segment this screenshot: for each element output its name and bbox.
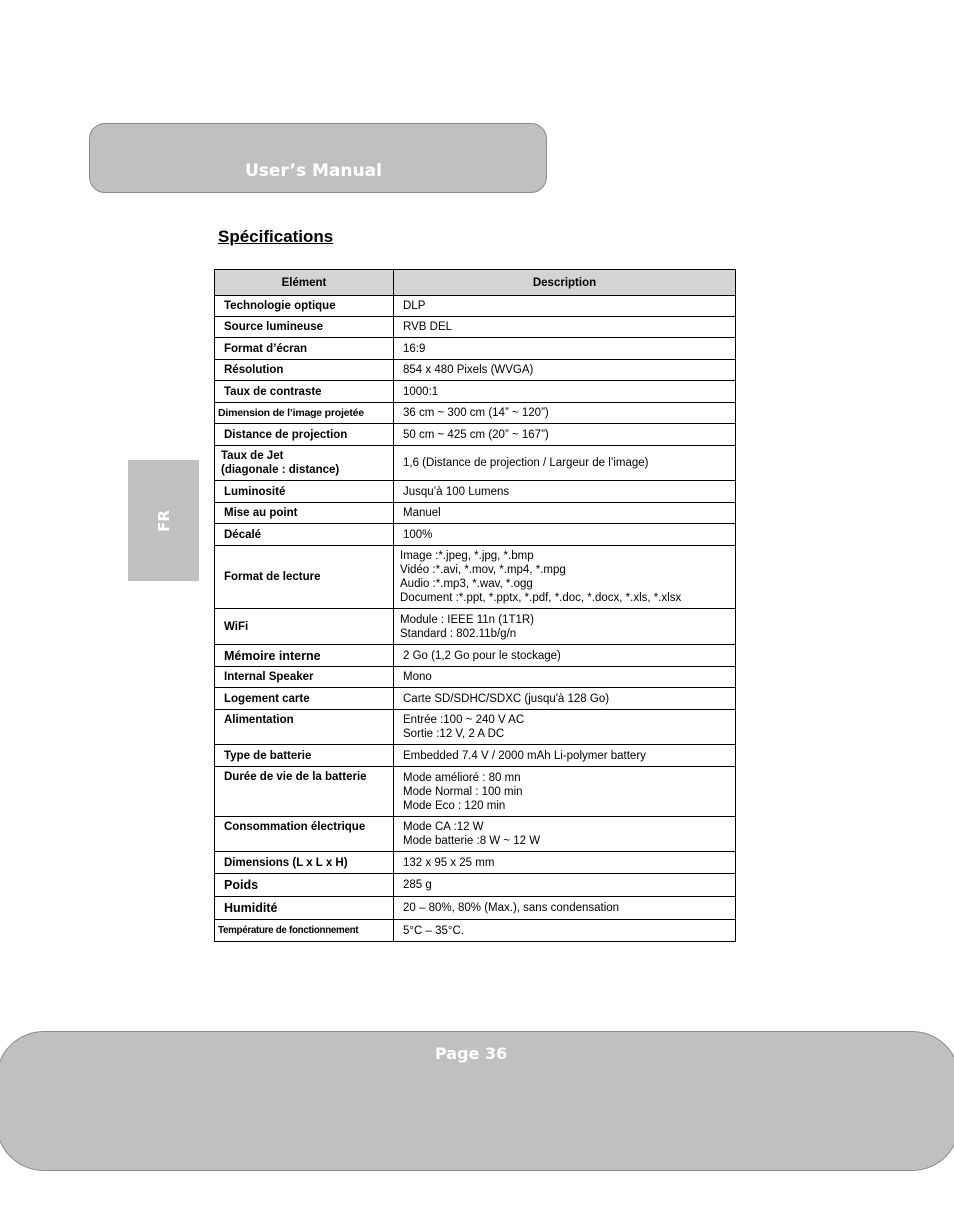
spec-description: 1,6 (Distance de projection / Largeur de l’image) [394,446,736,481]
spec-item: Mémoire interne [215,645,394,667]
table-row [215,546,736,609]
manual-title: User’s Manual [245,161,382,181]
table-row [215,338,736,360]
language-side-tab [128,460,199,581]
spec-item: Durée de vie de la batterie [215,767,394,817]
column-header-description: Description [394,270,736,296]
spec-item: Internal Speaker [215,667,394,688]
spec-item: Alimentation [215,710,394,745]
spec-item: Humidité [215,897,394,920]
table-row [215,317,736,338]
spec-description: 20 – 80%, 80% (Max.), sans condensation [394,897,736,920]
language-label: FR [154,509,173,532]
spec-description: Module : IEEE 11n (1T1R) Standard : 802.11b/g/n [394,609,736,645]
table-row [215,360,736,381]
page-number: Page 36 [435,1044,508,1063]
table-header-row [215,270,736,296]
spec-description: Jusqu’à 100 Lumens [394,481,736,503]
table-row [215,403,736,424]
table-row [215,481,736,503]
spec-description: Entrée :100 ~ 240 V AC Sortie :12 V, 2 A DC [394,710,736,745]
table-row [215,524,736,546]
table-row [215,897,736,920]
table-row [215,745,736,767]
spec-item: Source lumineuse [215,317,394,338]
spec-description: 285 g [394,874,736,897]
table-row [215,817,736,852]
table-row [215,852,736,874]
spec-description: Image :*.jpeg, *.jpg, *.bmp Vidéo :*.avi, *.mov, *.mp4, *.mpg Audio :*.mp3, *.wav, *.ogg Document :*.ppt, *.pptx, *.pdf, *.doc, *.docx, *.xls, *.xlsx [394,546,736,609]
spec-description: 854 x 480 Pixels (WVGA) [394,360,736,381]
header-banner [89,123,547,193]
spec-description: Embedded 7.4 V / 2000 mAh Li-polymer battery [394,745,736,767]
spec-description: Mono [394,667,736,688]
spec-item: Format d’écran [215,338,394,360]
table-row [215,296,736,317]
spec-item: Distance de projection [215,424,394,446]
spec-description: Manuel [394,503,736,524]
spec-item: Dimensions (L x L x H) [215,852,394,874]
spec-item: Poids [215,874,394,897]
spec-description: RVB DEL [394,317,736,338]
table-row [215,645,736,667]
table-row [215,710,736,745]
spec-description: Carte SD/SDHC/SDXC (jusqu'à 128 Go) [394,688,736,710]
footer-banner [0,1031,954,1171]
spec-item: Technologie optique [215,296,394,317]
table-row [215,609,736,645]
table-row [215,767,736,817]
spec-description: 132 x 95 x 25 mm [394,852,736,874]
table-row [215,667,736,688]
table-row [215,446,736,481]
spec-item: Luminosité [215,481,394,503]
specifications-table [214,269,736,942]
spec-item: Température de fonctionnement [215,920,394,942]
spec-item: Décalé [215,524,394,546]
spec-description: Mode amélioré : 80 mn Mode Normal : 100 min Mode Eco : 120 min [394,767,736,817]
table-row [215,874,736,897]
section-title: Spécifications [218,227,334,246]
spec-item: Dimension de l’image projetée [215,403,394,424]
table-row [215,424,736,446]
spec-description: 16:9 [394,338,736,360]
spec-item: Taux de contraste [215,381,394,403]
spec-description: DLP [394,296,736,317]
spec-item: Taux de Jet (diagonale : distance) [215,446,394,481]
table-row [215,503,736,524]
spec-description: 100% [394,524,736,546]
spec-item: Mise au point [215,503,394,524]
table-row [215,381,736,403]
spec-description: 36 cm ~ 300 cm (14” ~ 120”) [394,403,736,424]
spec-item: Type de batterie [215,745,394,767]
spec-item: Format de lecture [215,546,394,609]
spec-item: Logement carte [215,688,394,710]
column-header-item: Elément [215,270,394,296]
spec-description: 50 cm ~ 425 cm (20” ~ 167”) [394,424,736,446]
spec-description: 2 Go (1,2 Go pour le stockage) [394,645,736,667]
spec-description: Mode CA :12 W Mode batterie :8 W ~ 12 W [394,817,736,852]
spec-description: 5°C – 35°C. [394,920,736,942]
spec-item: WiFi [215,609,394,645]
spec-item: Résolution [215,360,394,381]
table-row [215,920,736,942]
table-row [215,688,736,710]
spec-item: Consommation électrique [215,817,394,852]
spec-description: 1000:1 [394,381,736,403]
